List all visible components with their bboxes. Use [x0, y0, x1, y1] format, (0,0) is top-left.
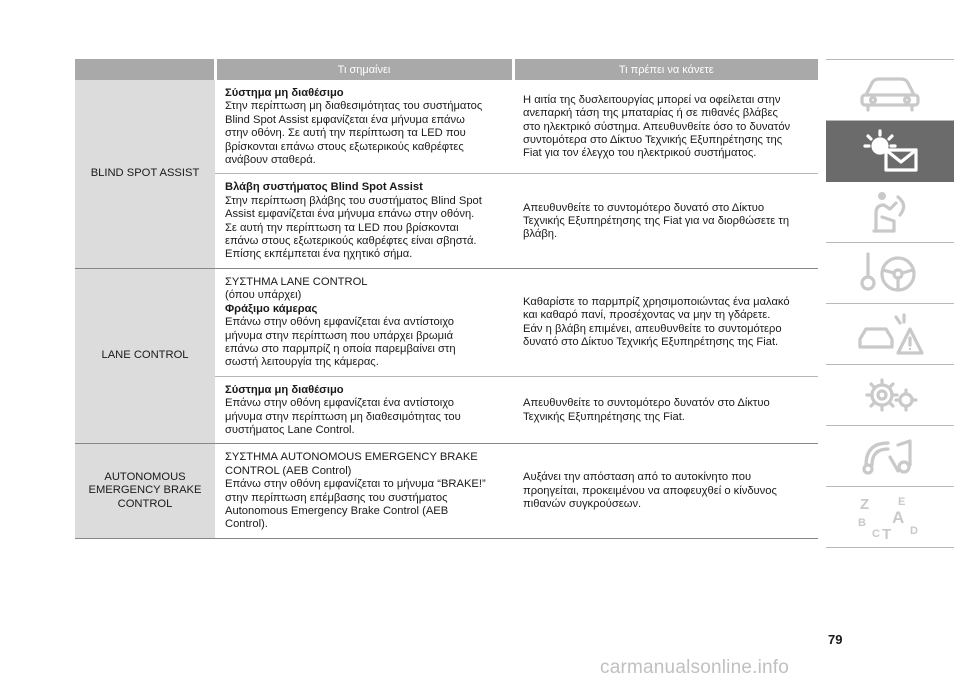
meaning-line: μήνυμα στην περίπτωση που υπάρχει βρωμιά [225, 329, 454, 342]
index-letter: E [898, 496, 906, 508]
action-line: Η αιτία της δυσλειτουργίας μπορεί να οφείλεται στην [523, 93, 781, 106]
system-name-lane-control: LANE CONTROL [75, 268, 215, 443]
action-cell [513, 376, 818, 444]
meaning-line: Επάνω στην οθόνη εμφανίζεται ένα αντίστοιχο [225, 397, 455, 410]
meaning-cell [215, 376, 513, 444]
meaning-line: (όπου υπάρχει) [225, 289, 302, 302]
action-line: στο ηλεκτρικό σύστημα. Απευθυνθείτε όσο το δυνατόν [523, 120, 791, 133]
tab-maintenance[interactable] [826, 365, 954, 426]
action-line: Απευθυνθείτε το συντομότερο δυνατό στο Δίκτυο [523, 201, 765, 214]
system-name-line: CONTROL [117, 497, 173, 510]
table-header-row [75, 59, 818, 80]
meaning-line: σωστή λειτουργία της κάμερας. [225, 356, 379, 369]
index-letter: Z [860, 496, 870, 513]
action-line: Αυξάνει την απόσταση από το αυτοκίνητο που [523, 471, 752, 484]
table-row [75, 80, 818, 174]
action-line: ανεπαρκή τάση της μπαταρίας ή σε πιθανές βλάβες [523, 107, 778, 120]
multimedia-icon [852, 431, 928, 481]
warning-light-envelope-icon [852, 126, 928, 176]
tab-index[interactable] [826, 487, 954, 548]
header-system [75, 59, 215, 80]
meaning-line: Επίσης εκπέμπεται ένα ηχητικό σήμα. [225, 248, 413, 261]
action-cell [513, 444, 818, 538]
system-name-autonomous-emergency-brake-control [75, 444, 215, 538]
action-line: πιθανών συγκρούσεων. [523, 498, 642, 511]
action-cell [513, 174, 818, 268]
action-line: συντομότερα στο Δίκτυο Τεχνικής Εξυπηρέτησης της [523, 133, 783, 146]
meaning-cell [215, 174, 513, 268]
meaning-cell [215, 444, 513, 538]
meaning-line: επάνω στους εξωτερικούς καθρέφτες είναι σβηστά. [225, 235, 477, 248]
table-row [75, 444, 818, 538]
meaning-line: Στην περίπτωση μη διαθεσιμότητας του συστήματος [225, 100, 483, 113]
tab-multimedia[interactable] [826, 426, 954, 487]
meaning-line: στην περίπτωση επέμβασης του συστήματος [225, 491, 448, 504]
maintenance-gear-icon [852, 370, 928, 420]
meaning-line: βρίσκονται επάνω στους εξωτερικούς καθρέφτες [225, 140, 464, 153]
warning-messages-table [75, 59, 818, 539]
tab-emergency[interactable] [826, 304, 954, 365]
meaning-line: συστήματος Lane Control. [225, 423, 355, 436]
action-line: προηγείται, προκειμένου να αποφευχθεί ο κίνδυνος [523, 484, 777, 497]
action-cell [513, 268, 818, 376]
tab-starting-driving[interactable] [826, 243, 954, 304]
chapter-sidebar [826, 59, 954, 548]
key-steering-wheel-icon [852, 248, 928, 298]
action-line: δυνατό στο Δίκτυο Τεχνικής Εξυπηρέτησης της Fiat. [523, 336, 779, 349]
action-line: Καθαρίστε το παρμπρίζ χρησιμοποιώντας ένα μαλακό [523, 295, 790, 308]
meaning-line: Assist εμφανίζεται ένα μήνυμα επάνω στην οθόνη. [225, 208, 475, 221]
action-line: Εάν η βλάβη επιμένει, απευθυνθείτε το συντομότερο [523, 322, 782, 335]
index-letter: T [882, 526, 892, 542]
system-name-blind-spot-assist: BLIND SPOT ASSIST [75, 80, 215, 268]
meaning-line: Επάνω στην οθόνη εμφανίζεται το μήνυμα “BRAKE!” [225, 478, 486, 491]
meaning-line: Autonomous Emergency Brake Control (AEB [225, 504, 449, 517]
meaning-line: Επάνω στην οθόνη εμφανίζεται ένα αντίστοιχο [225, 316, 455, 329]
meaning-line: Σε αυτή την περίπτωση τα LED που βρίσκονται [225, 221, 459, 234]
seat-airbag-icon [852, 187, 928, 237]
meaning-title: Βλάβη συστήματος Blind Spot Assist [225, 181, 423, 194]
meaning-line: CONTROL (AEB Control) [225, 464, 352, 477]
table-row [75, 268, 818, 376]
header-action: Τι πρέπει να κάνετε [513, 59, 818, 80]
index-letter: D [910, 525, 918, 537]
index-letters-icon [852, 492, 928, 542]
meaning-line: Στην περίπτωση βλάβης του συστήματος Blind Spot [225, 194, 482, 207]
action-line: βλάβη. [523, 228, 558, 241]
header-meaning: Τι σημαίνει [215, 59, 513, 80]
system-name-line: AUTONOMOUS [104, 470, 186, 483]
meaning-title: Φράξιμο κάμερας [225, 302, 318, 315]
meaning-line: ΣΥΣΤΗΜΑ AUTONOMOUS EMERGENCY BRAKE [225, 451, 478, 464]
tab-warning-lights-messages[interactable] [826, 121, 954, 182]
breakdown-warning-icon [852, 309, 928, 359]
action-line: Απευθυνθείτε το συντομότερο δυνατόν στο Δίκτυο [523, 397, 770, 410]
action-line: Τεχνικής Εξυπηρέτησης της Fiat για να διορθώσετε τη [523, 214, 790, 227]
action-line: Fiat για τον έλεγχο του ηλεκτρικού συστήματος. [523, 147, 757, 160]
meaning-line: ανάβουν σταθερά. [225, 154, 316, 167]
action-line: Τεχνικής Εξυπηρέτησης της Fiat. [523, 410, 685, 423]
action-cell [513, 80, 818, 174]
page-number: 79 [828, 632, 843, 647]
meaning-line: Control). [225, 518, 268, 531]
meaning-line: μήνυμα στην περίπτωση μη διαθεσιμότητας του [225, 410, 461, 423]
index-letter: C [872, 528, 880, 540]
watermark: carmanualsonline.info [600, 657, 790, 678]
meaning-line: στην οθόνη. Σε αυτή την περίπτωση τα LED που [225, 127, 466, 140]
system-name-line: EMERGENCY BRAKE [88, 484, 202, 497]
meaning-title: Σύστημα μη διαθέσιμο [225, 383, 344, 396]
index-letter: B [858, 517, 866, 529]
meaning-line: επάνω στο παρμπρίζ η οποία παρεμβαίνει στη [225, 342, 456, 355]
index-letter: A [892, 508, 905, 527]
action-line: και καθαρό πανί, προσέχοντας να μην τη γδάρετε. [523, 309, 771, 322]
meaning-cell [215, 268, 513, 376]
tab-car[interactable] [826, 59, 954, 121]
car-icon [852, 65, 928, 115]
tab-safety[interactable] [826, 182, 954, 243]
meaning-line: ΣΥΣΤΗΜΑ LANE CONTROL [225, 275, 368, 288]
meaning-title: Σύστημα μη διαθέσιμο [225, 87, 344, 99]
meaning-cell [215, 80, 513, 174]
meaning-line: Blind Spot Assist εμφανίζεται ένα μήνυμα επάνω [225, 113, 465, 126]
